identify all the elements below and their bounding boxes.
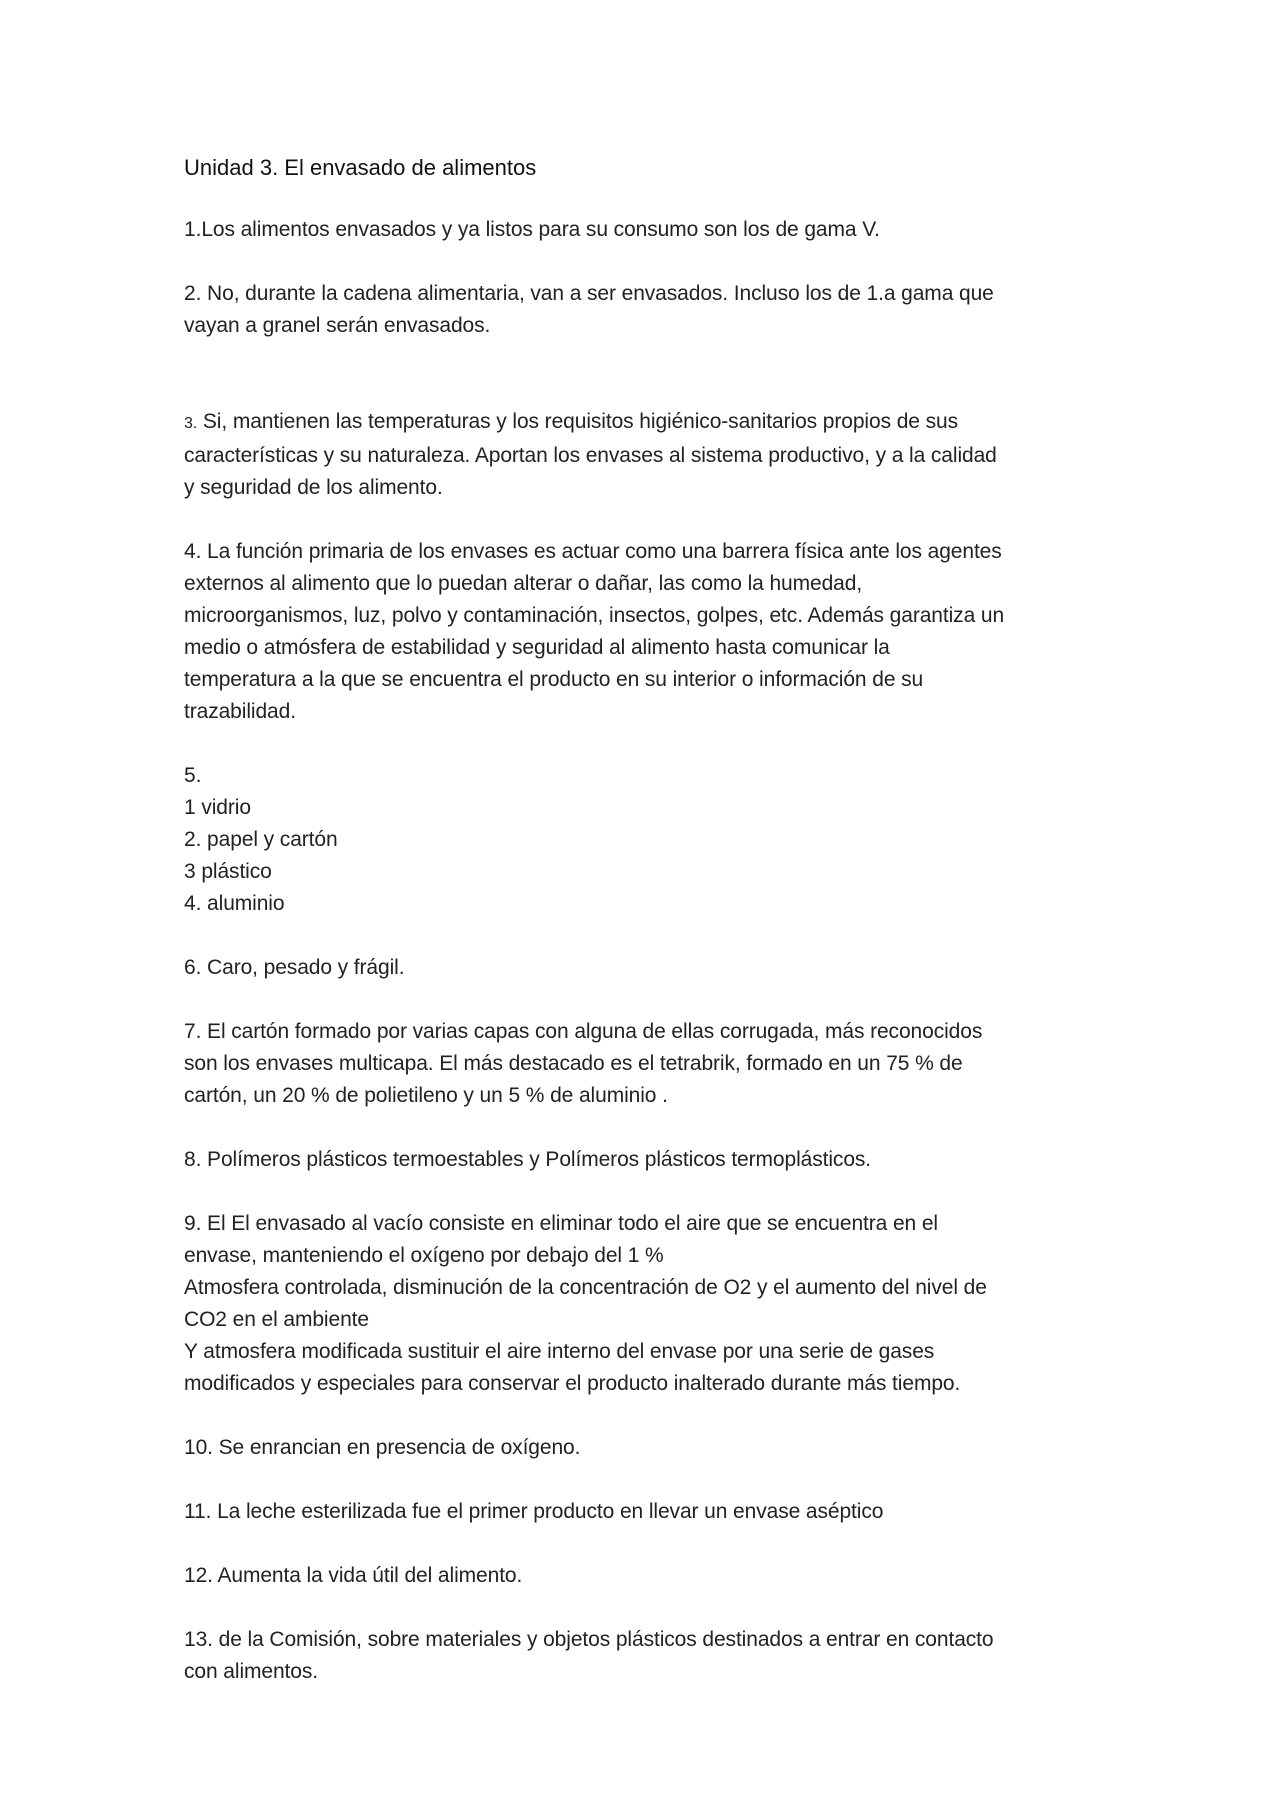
answer-9: 9. El El envasado al vacío consiste en eliminar todo el aire que se encuentra en el envase, manteniendo el oxígeno por debajo del 1 % Atmosfera controlada, disminución de la concentración de O2 y el aumento del nivel de CO2 en el ambiente Y atmosfera modificada sustituir el aire interno del envase por una serie de gases modificados y especiales para conservar el producto inalterado durante más tiempo. [184, 1212, 987, 1395]
answer-11: 11. La leche esterilizada fue el primer producto en llevar un envase aséptico [184, 1500, 884, 1523]
answer-8: 8. Polímeros plásticos termoestables y Polímeros plásticos termoplásticos. [184, 1148, 872, 1171]
answer-10: 10. Se enrancian en presencia de oxígeno. [184, 1436, 581, 1459]
answer-2: 2. No, durante la cadena alimentaria, van a ser envasados. Incluso los de 1.a gama que vayan a granel serán envasados. [184, 282, 994, 337]
answer-3: 3. Si, mantienen las temperaturas y los requisitos higiénico-sanitarios propios de sus características y su naturaleza. Aportan los envases al sistema productivo, y a la calidad y seguridad de los alimento. [184, 410, 997, 499]
answer-7: 7. El cartón formado por varias capas con alguna de ellas corrugada, más reconocidos son los envases multicapa. El más destacado es el tetrabrik, formado en un 75 % de cartón, un 20 % de polietileno y un 5 % de aluminio . [184, 1020, 983, 1107]
document-body [184, 152, 1114, 1720]
answer-5: 5. 1 vidrio 2. papel y cartón 3 plástico 4. aluminio [184, 764, 338, 915]
answer-4: 4. La función primaria de los envases es actuar como una barrera física ante los agentes externos al alimento que lo puedan alterar o dañar, las como la humedad, microorganismos, luz, polvo y contaminación, insectos, golpes, etc. Además garantiza un medio o atmósfera de estabilidad y seguridad al alimento hasta comunicar la temperatura a la que se encuentra el producto en su interior o información de su trazabilidad. [184, 540, 1005, 723]
answer-12: 12. Aumenta la vida útil del alimento. [184, 1564, 523, 1587]
answer-3-number: 3. [184, 415, 198, 432]
answer-13: 13. de la Comisión, sobre materiales y objetos plásticos destinados a entrar en contacto con alimentos. [184, 1628, 994, 1683]
document-title: Unidad 3. El envasado de alimentos [184, 155, 537, 180]
answer-6: 6. Caro, pesado y frágil. [184, 956, 405, 979]
answer-1: 1.Los alimentos envasados y ya listos para su consumo son los de gama V. [184, 218, 880, 241]
